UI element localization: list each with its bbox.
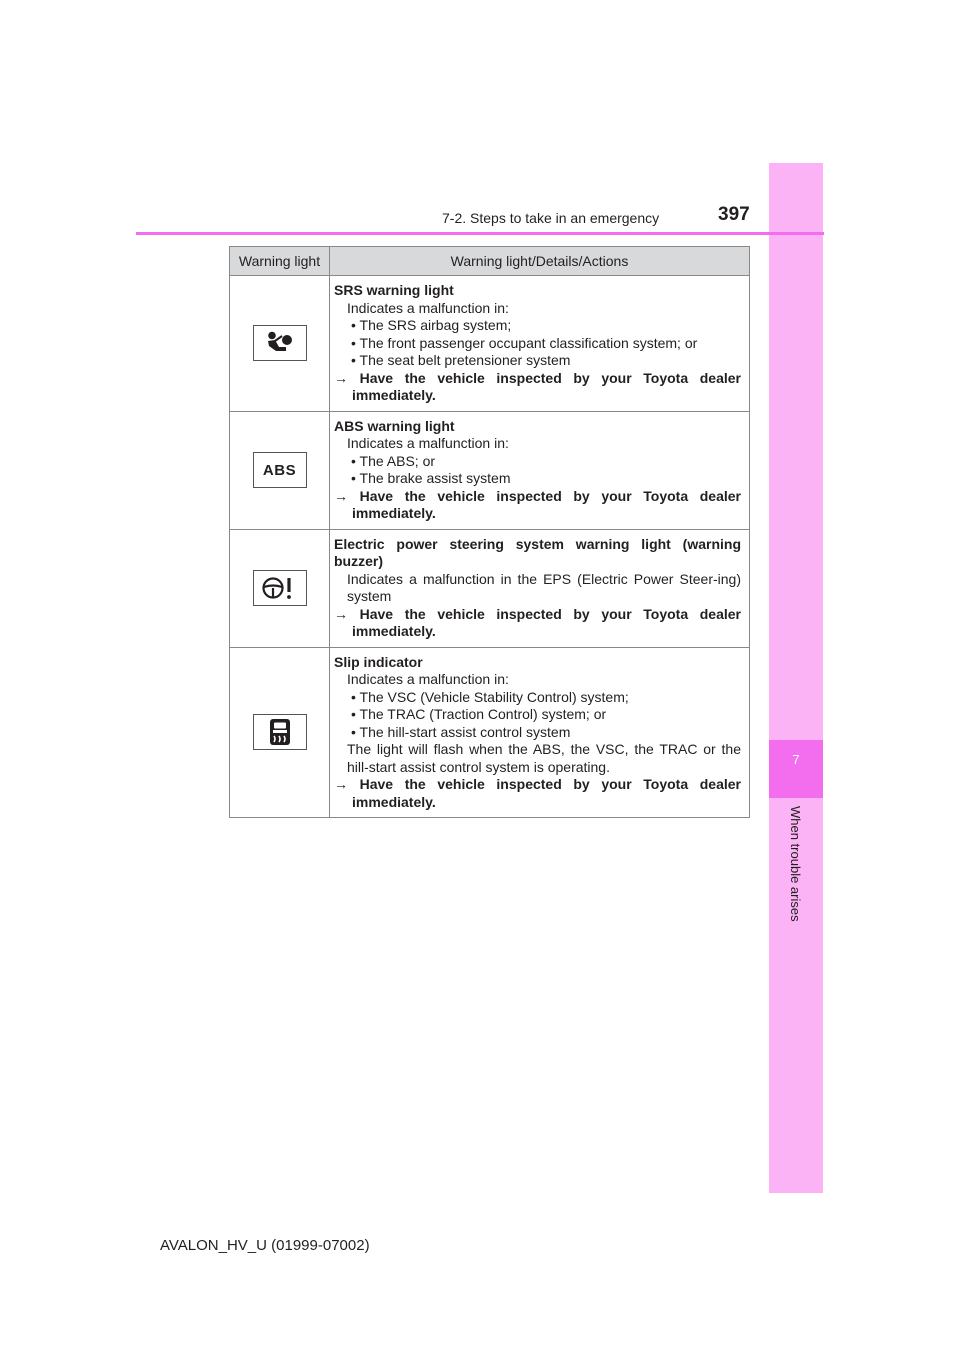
warning-intro: Indicates a malfunction in: [347, 299, 509, 316]
details-cell: Slip indicator Indicates a malfunction in: • The VSC (Vehicle Stability Control) system; • The TRAC (Traction Control) system; or • The hill-start assist control system The light will flash when the ABS, the VSC, the TRAC or the hill-start assist control system is operating. → Have the vehicle inspected by your Toyota dealer immediately. [330, 647, 750, 818]
header-divider [136, 232, 824, 235]
warning-action: → Have the vehicle inspected by your Toyota dealer immediately. [334, 605, 741, 639]
warning-title: ABS warning light [334, 417, 455, 434]
bullet-item: The VSC (Vehicle Stability Control) system; [359, 688, 629, 705]
warning-title: Electric power steering system warning light (warning buzzer) [334, 535, 741, 569]
icon-cell [230, 647, 330, 818]
table-row [230, 647, 750, 818]
details-cell: SRS warning light Indicates a malfunction in: • The SRS airbag system; • The front passenger occupant classification system; or • The seat belt pretensioner system → Have the vehicle inspected by your Toyota dealer immediately. [330, 276, 750, 412]
warning-action: → Have the vehicle inspected by your Toyota dealer immediately. [334, 776, 741, 810]
table-header-row [230, 247, 750, 276]
bullet-item: The TRAC (Traction Control) system; or [359, 706, 607, 722]
warning-light-table [229, 246, 750, 818]
warning-intro: Indicates a malfunction in the EPS (Electric Power Steer-ing) system [347, 570, 741, 604]
table-row [230, 276, 750, 412]
icon-cell [230, 411, 330, 529]
bullet-item: The front passenger occupant classification system; or [359, 334, 698, 351]
bullet-item: The ABS; or [359, 452, 436, 469]
bullet-item: The seat belt pretensioner system [359, 352, 571, 368]
chapter-label: When trouble arises [788, 806, 803, 922]
srs-airbag-icon [253, 325, 307, 361]
page-number: 397 [718, 204, 750, 225]
details-cell [330, 529, 750, 647]
abs-icon: ABS [253, 452, 307, 488]
slip-indicator-icon [253, 714, 307, 750]
bullet-item: The hill-start assist control system [359, 723, 571, 740]
warning-title: Slip indicator [334, 653, 423, 670]
column-header-details: Warning light/Details/Actions [330, 247, 750, 276]
document-code: AVALON_HV_U (01999-07002) [160, 1237, 370, 1254]
column-header-warning-light: Warning light [230, 247, 330, 276]
warning-intro: Indicates a malfunction in: [347, 435, 509, 451]
bullet-item: The SRS airbag system; [359, 317, 512, 333]
section-title: 7-2. Steps to take in an emergency [442, 210, 660, 226]
chapter-tab [769, 740, 823, 798]
chapter-number: 7 [792, 752, 800, 767]
icon-cell [230, 529, 330, 647]
eps-steering-icon [253, 570, 307, 606]
icon-cell [230, 276, 330, 412]
table-row [230, 411, 750, 529]
warning-action: → Have the vehicle inspected by your Toyota dealer immediately. [334, 369, 741, 403]
warning-title: SRS warning light [334, 282, 454, 298]
warning-intro: Indicates a malfunction in: [347, 671, 509, 687]
warning-action: → Have the vehicle inspected by your Toyota dealer immediately. [334, 487, 741, 521]
details-cell: ABS warning light Indicates a malfunction in: • The ABS; or • The brake assist system → Have the vehicle inspected by your Toyota dealer immediately. [330, 411, 750, 529]
bullet-item: The brake assist system [359, 470, 511, 486]
chapter-side-band [769, 163, 823, 1193]
warning-note: The light will flash when the ABS, the VSC, the TRAC or the hill-start assist control system is operating. [347, 741, 741, 775]
table-row [230, 529, 750, 647]
